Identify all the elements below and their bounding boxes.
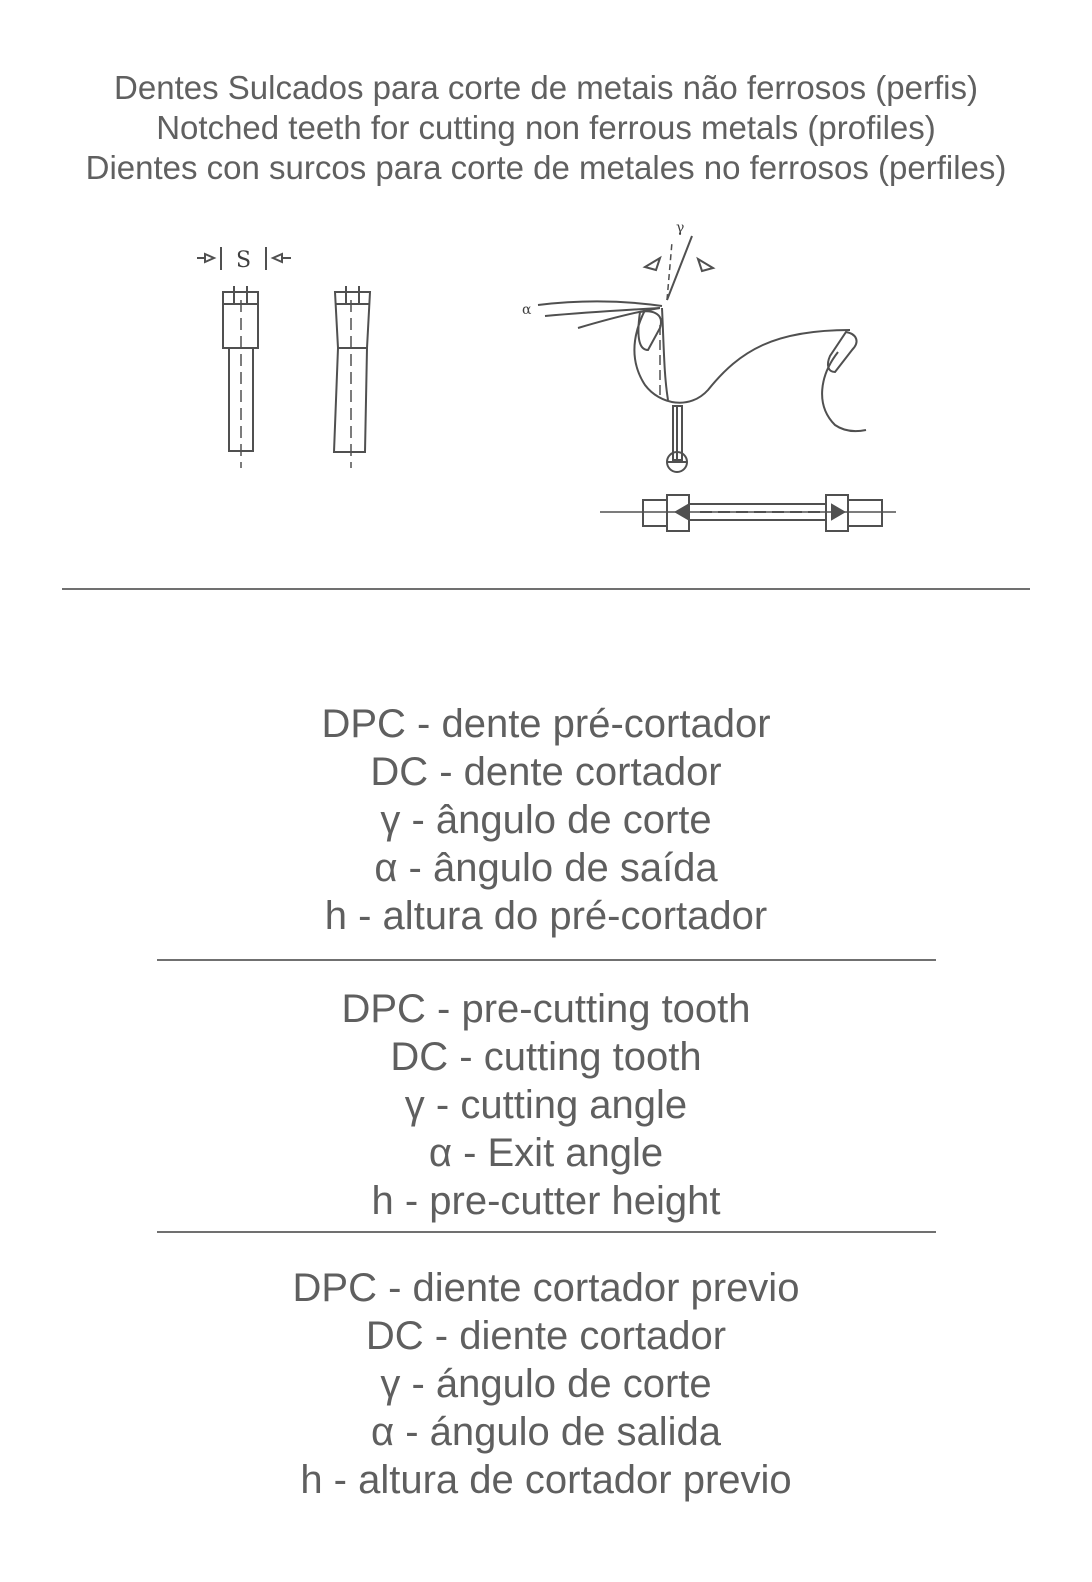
legend-item: h - altura do pré-cortador <box>324 894 768 938</box>
pre-cutter-tooth <box>223 286 258 468</box>
legend-english <box>0 985 1092 1225</box>
legend-portuguese <box>0 700 1092 940</box>
legend-item: DC - dente cortador <box>370 750 722 794</box>
legend-item: h - pre-cutter height <box>371 1179 721 1223</box>
legend-item: DC - cutting tooth <box>390 1035 702 1079</box>
legend-item: α - Exit angle <box>428 1131 664 1175</box>
legend-item: DC - diente cortador <box>365 1314 727 1358</box>
gamma-label: γ <box>676 220 685 236</box>
legend-item: γ - ángulo de corte <box>380 1362 712 1406</box>
saw-profile <box>634 308 866 472</box>
legend-item: α - ângulo de saída <box>374 846 718 890</box>
separator-main <box>62 588 1030 590</box>
title-en: Notched teeth for cutting non ferrous metals (profiles) <box>156 109 936 146</box>
separator-en-es <box>157 1231 936 1233</box>
title-pt: Dentes Sulcados para corte de metais não ferrosos (perfis) <box>114 69 978 106</box>
cutter-tooth <box>334 286 370 468</box>
tooth-diagram <box>0 200 1092 560</box>
title-es: Dientes con surcos para corte de metales no ferrosos (perfiles) <box>85 149 1007 186</box>
gamma-angle-marks <box>645 236 713 300</box>
title-block <box>0 68 1092 188</box>
legend-item: DPC - dente pré-cortador <box>321 702 771 746</box>
legend-item: h - altura de cortador previo <box>300 1458 792 1502</box>
separator-pt-en <box>157 959 936 961</box>
legend-item: DPC - diente cortador previo <box>292 1266 800 1310</box>
legend-item: γ - cutting angle <box>404 1083 688 1127</box>
legend-item: γ - ângulo de corte <box>380 798 712 842</box>
side-view <box>600 495 896 531</box>
alpha-label: α <box>522 302 532 318</box>
legend-spanish <box>0 1264 1092 1504</box>
s-label: S <box>236 248 252 273</box>
legend-item: α - ángulo de salida <box>370 1410 722 1454</box>
legend-item: DPC - pre-cutting tooth <box>341 987 751 1031</box>
